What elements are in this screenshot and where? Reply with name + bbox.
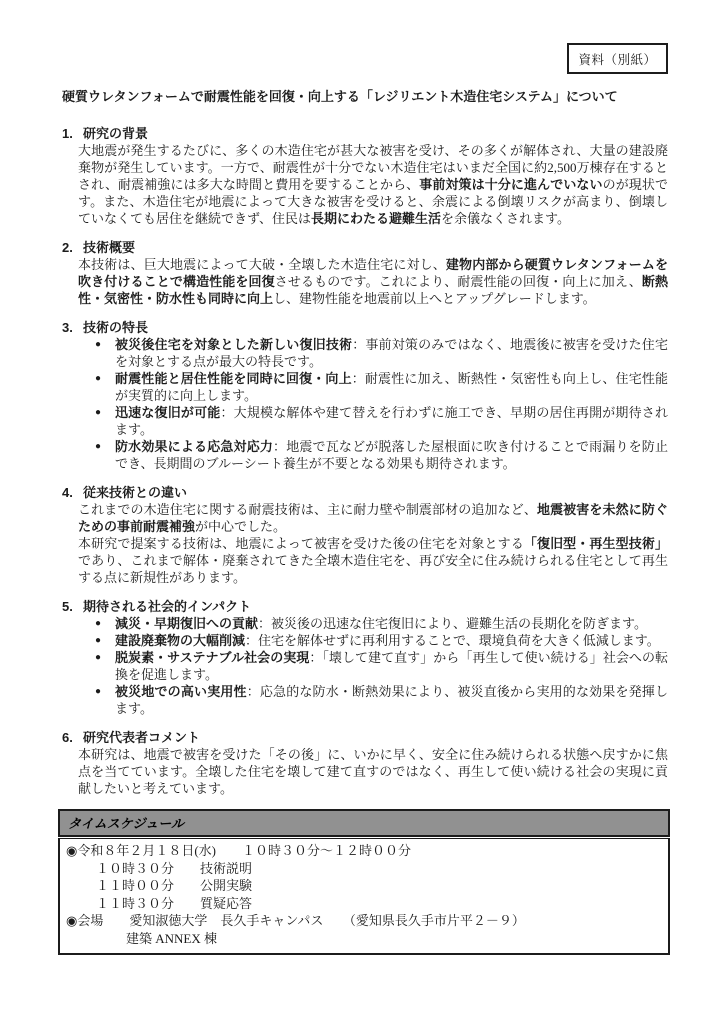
bullet-icon: ● — [95, 652, 102, 663]
section-title: 研究の背景 — [83, 126, 149, 141]
bold-text-run: 防水効果による応急対応力 — [115, 439, 274, 454]
section — [62, 729, 668, 797]
section — [62, 239, 668, 307]
schedule-body — [58, 838, 670, 955]
section-title: 技術の特長 — [83, 320, 149, 335]
bold-text-run: 「復旧型・再生型技術」 — [523, 536, 668, 551]
section-number: 3. — [62, 320, 73, 335]
schedule-row: １０時３０分 技術説明 — [96, 860, 253, 876]
bullet-item — [95, 615, 668, 632]
bold-text-run: 建物内部から硬質ウレタンフォームを吹き付けることで構造性能を回復 — [78, 257, 668, 289]
bold-text-run: 減災・早期復旧への貢献 — [115, 616, 259, 631]
text-run: であり、これまで解体・廃棄されてきた全壊木造住宅を、再び安全に住み続けられる住宅として再生する点に新規性があります。 — [78, 553, 668, 585]
paragraph — [78, 501, 668, 535]
bullet-icon: ● — [95, 686, 102, 697]
text-run: が中心でした。 — [195, 519, 287, 534]
schedule-table — [58, 809, 670, 955]
schedule-row: ◉令和８年２月１８日(水) １０時３０分～１２時００分 — [66, 843, 412, 858]
text-run: ：被災後の迅速な住宅復旧により、避難生活の長期化を防ぎます。 — [258, 616, 647, 631]
page-title: 硬質ウレタンフォームで耐震性能を回復・向上する「レジリエント木造住宅システム」について — [62, 89, 618, 104]
bullet-item — [95, 438, 668, 472]
bullet-item — [95, 632, 668, 649]
bullet-text — [115, 616, 647, 631]
section-number: 4. — [62, 485, 73, 500]
text-run: これまでの木造住宅に関する耐震技術は、主に耐力壁や制震部材の追加など、 — [78, 502, 537, 517]
schedule-row: ◉会場 愛知淑徳大学 長久手キャンパス （愛知県長久手市片平２－９） — [66, 913, 525, 928]
bold-text-run: 耐震性能と居住性能を同時に回復・向上 — [115, 371, 352, 386]
section-number: 6. — [62, 730, 73, 745]
text-run: ：住宅を解体せずに再利用することで、環境負荷を大きく低減します。 — [245, 633, 660, 648]
sections — [62, 125, 668, 797]
section — [62, 319, 668, 472]
text-run: 本研究は、地震で被害を受けた「その後」に、いかに早く、安全に住み続けられる状態へ戻すかに焦点を当てています。全壊した住宅を壊して建て直すのではなく、再生して使い続ける社会の実現に貢献したいと考えています。 — [78, 747, 668, 796]
section-title: 技術概要 — [83, 240, 136, 255]
text-run: 本研究で提案する技術は、地震によって被害を受けた後の住宅を対象とする — [78, 536, 524, 551]
schedule-row: １１時３０分 質疑応答 — [96, 895, 253, 911]
text-run: ：地震で瓦などが脱落した屋根面に吹き付けることで雨漏りを防止でき、長期間のブルーシート養生が不要となる効果も期待されます。 — [115, 439, 668, 471]
bullet-icon: ● — [95, 373, 102, 384]
bullet-item — [95, 370, 668, 404]
bullet-item — [95, 649, 668, 683]
section — [62, 598, 668, 717]
section-heading — [62, 598, 668, 615]
section-heading — [62, 484, 668, 501]
bullet-text — [115, 633, 660, 648]
section-heading — [62, 729, 668, 746]
bullet-text — [115, 684, 668, 716]
section-number: 1. — [62, 126, 73, 141]
bullet-icon: ● — [95, 339, 102, 350]
document-content — [62, 88, 668, 955]
schedule-row: 建築 ANNEX 棟 — [126, 930, 217, 946]
text-run: を余儀なくされます。 — [440, 211, 570, 226]
text-run: 大地震が発生するたびに、多くの木造住宅が甚大な被害を受け、その多くが解体され、大量の建設廃棄物が発生しています。一方で、耐震性が十分でない木造住宅はいまだ全国に約2,500万棟存在するとされ、耐震補強には多大な時間と費用を要することから、 — [78, 143, 668, 192]
section-title: 従来技術との違い — [83, 485, 188, 500]
bullet-icon: ● — [95, 618, 102, 629]
attachment-tag-box — [567, 43, 668, 74]
bullet-icon: ● — [95, 635, 102, 646]
section-title: 期待される社会的インパクト — [83, 599, 252, 614]
bullet-text — [115, 650, 668, 682]
bullet-text — [115, 405, 668, 437]
bullet-text — [115, 439, 668, 471]
bold-text-run: 建設廃棄物の大幅削減 — [115, 633, 246, 648]
bold-text-run: 地震被害を未然に防ぐための事前耐震補強 — [78, 502, 668, 534]
section-number: 2. — [62, 240, 73, 255]
section — [62, 125, 668, 227]
bold-text-run: 断熱性・気密性・防水性も同時に向上 — [78, 274, 668, 306]
bullet-icon: ● — [95, 407, 102, 418]
bold-text-run: 事前対策は十分に進んでいない — [419, 177, 603, 192]
text-run: ：大規模な解体や建て替えを行わずに施工でき、早期の居住再開が期待されます。 — [115, 405, 668, 437]
section-number: 5. — [62, 599, 73, 614]
bullet-text — [115, 371, 668, 403]
text-run: ：応急的な防水・断熱効果により、被災直後から実用的な効果を発揮します。 — [115, 684, 668, 716]
schedule-row: １１時００分 公開実験 — [96, 878, 253, 893]
text-run: ：「壊して建て直す」から「再生して使い続ける」社会への転換を促進します。 — [115, 650, 668, 682]
section-title: 研究代表者コメント — [83, 730, 201, 745]
text-run: ：事前対策のみではなく、地震後に被害を受けた住宅を対象とする点が最大の特長です。 — [115, 337, 668, 369]
section-heading — [62, 319, 668, 336]
text-run: のが現状です。また、木造住宅が地震によって大きな被害を受けると、余震による倒壊リスクが高まり、倒壊していなくても居住を継続できず、住民は — [78, 177, 668, 226]
bold-text-run: 脱炭素・サステナブル社会の実現 — [115, 650, 310, 665]
section-heading — [62, 125, 668, 142]
paragraph — [78, 142, 668, 227]
bold-text-run: 迅速な復旧が可能 — [115, 405, 221, 420]
schedule-header: タイムスケジュール — [58, 809, 670, 837]
section-heading — [62, 239, 668, 256]
attachment-tag-label: 資料（別紙） — [578, 52, 657, 67]
section — [62, 484, 668, 586]
text-run: ：耐震性に加え、断熱性・気密性も向上し、住宅性能が実質的に向上します。 — [115, 371, 668, 403]
bold-text-run: 被災後住宅を対象とした新しい復旧技術 — [115, 337, 353, 352]
bold-text-run: 長期にわたる避難生活 — [310, 211, 441, 226]
bullet-icon: ● — [95, 441, 102, 452]
paragraph — [78, 535, 668, 586]
paragraph — [78, 256, 668, 307]
text-run: し、建物性能を地震前以上へとアップグレードします。 — [273, 291, 596, 306]
bullet-item — [95, 683, 668, 717]
bullet-item — [95, 336, 668, 370]
bullet-item — [95, 404, 668, 438]
bold-text-run: 被災地での高い実用性 — [115, 684, 247, 699]
paragraph — [78, 746, 668, 797]
bullet-text — [115, 337, 668, 369]
text-run: 本技術は、巨大地震によって大破・全壊した木造住宅に対し、 — [78, 257, 446, 272]
text-run: させるものです。これにより、耐震性能の回復・向上に加え、 — [274, 274, 642, 289]
